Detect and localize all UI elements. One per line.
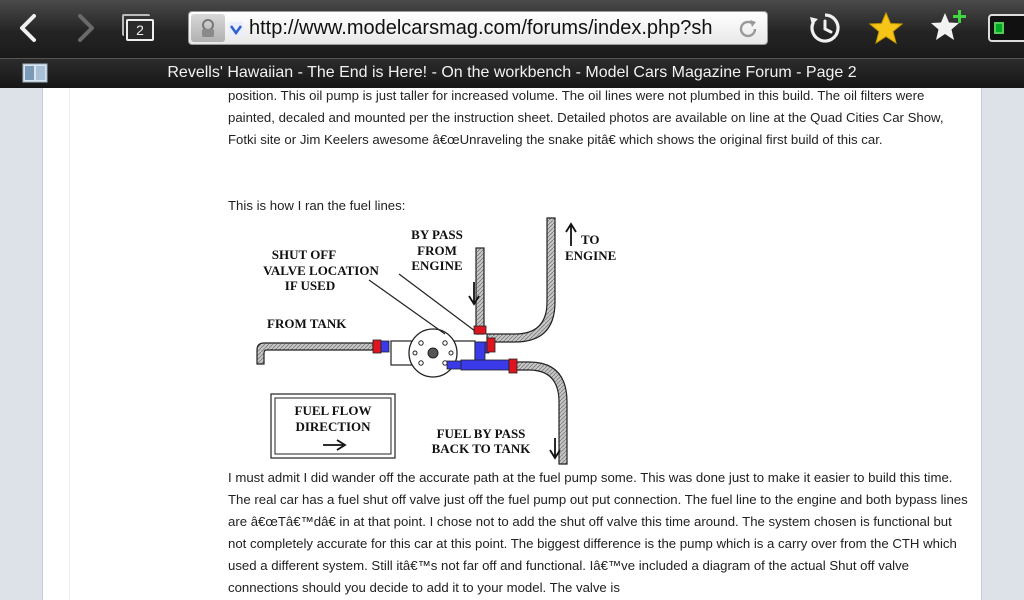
post-paragraph-2: This is how I ran the fuel lines: [228, 198, 406, 213]
arrow-up-icon [566, 224, 576, 246]
fitting-blue-inlet [381, 341, 389, 352]
forward-button[interactable] [68, 10, 104, 46]
battery-icon [988, 14, 1024, 42]
to-engine-line [487, 218, 555, 342]
post-column [42, 88, 982, 600]
page-title-bar [0, 58, 1024, 88]
post-paragraph-3: I must admit I did wander off the accurate path at the fuel pump some. This was done just to make it easier to build this time. The real car has a fuel shut off valve just off the fuel pump out put connection. The fuel line to the engine and both bypass lines are â€œTâ€™dâ€ in at that point. I chose not to add the shut off valve this time around. The system chosen is functional but not completely accurate for this car at this point. The biggest difference is the pump which is a carry over from the CTH which used a different system. Still itâ€™s not far off and functional. Iâ€™ve included a diagram of the actual Shut off valve connections should you decide to add it to your model. The valve is [228, 470, 968, 595]
label-bypass-3: ENGINE [411, 258, 463, 273]
label-flow-2: DIRECTION [295, 419, 371, 434]
label-engine: ENGINE [565, 248, 617, 263]
web-page[interactable] [0, 88, 1024, 600]
label-fuelbypass-2: BACK TO TANK [431, 441, 531, 456]
post-paragraph-1: position. This oil pump is just taller for increased volume. The oil lines were not plumbed in this build. The oil filters were painted, decaled and mounted per the instruction sheet. Detailed photos are available on line at the Quad Cities Car Show, Fotki site or Jim Keelers awesome â€œUnraveling the snake pitâ€ which shows the original first build of this car. [228, 88, 944, 147]
chevron-left-icon [16, 13, 40, 43]
reload-icon[interactable] [737, 18, 759, 40]
battery-cell-icon [994, 22, 1004, 34]
label-shutoff-1: SHUT OFF [271, 247, 337, 262]
favicon-icon [229, 22, 243, 36]
label-to: TO [581, 232, 600, 247]
column-divider [69, 88, 70, 600]
address-bar[interactable] [188, 11, 768, 45]
site-info-button[interactable] [191, 14, 225, 42]
url-text[interactable]: http://www.modelcarsmag.com/forums/index.php?sh [249, 17, 713, 39]
bypass-leader-line [399, 274, 475, 331]
fuel-line-diagram [249, 216, 619, 466]
label-bypass-2: FROM [417, 243, 457, 258]
fitting-red-outlet [487, 338, 495, 352]
shutoff-leader-line [369, 280, 445, 334]
chevron-right-icon [74, 13, 98, 43]
tee-blue-horizontal [461, 360, 509, 370]
site-identity-icon [198, 17, 218, 39]
star-add-icon [926, 7, 970, 47]
fitting-red-low [509, 359, 517, 373]
tabs-button[interactable] [120, 12, 160, 44]
add-bookmark-button[interactable] [926, 7, 970, 47]
fitting-red-top [474, 326, 486, 334]
label-flow-1: FUEL FLOW [294, 403, 372, 418]
label-from-tank: FROM TANK [267, 316, 347, 331]
label-fuelbypass-1: FUEL BY PASS [436, 426, 526, 441]
browser-toolbar [0, 0, 1024, 58]
page-title: Revells' Hawaiian - The End is Here! - On the workbench - Model Cars Magazine Forum - Page 2 [167, 64, 857, 81]
label-shutoff-2: VALVE LOCATION [263, 263, 379, 278]
bypass-from-engine-line [476, 248, 484, 334]
fitting-red-inlet [373, 340, 381, 353]
fitting-blue-low [447, 361, 461, 369]
history-button[interactable] [806, 9, 844, 47]
star-icon [869, 12, 903, 44]
back-button[interactable] [10, 10, 46, 46]
history-clock-icon [808, 11, 842, 45]
tab-count: 2 [126, 19, 154, 41]
label-bypass-1: BY PASS [411, 227, 463, 242]
from-tank-line [257, 343, 373, 364]
bookmarks-button[interactable] [866, 9, 906, 47]
tee-blue-vertical [475, 342, 485, 362]
label-shutoff-3: IF USED [284, 278, 336, 293]
